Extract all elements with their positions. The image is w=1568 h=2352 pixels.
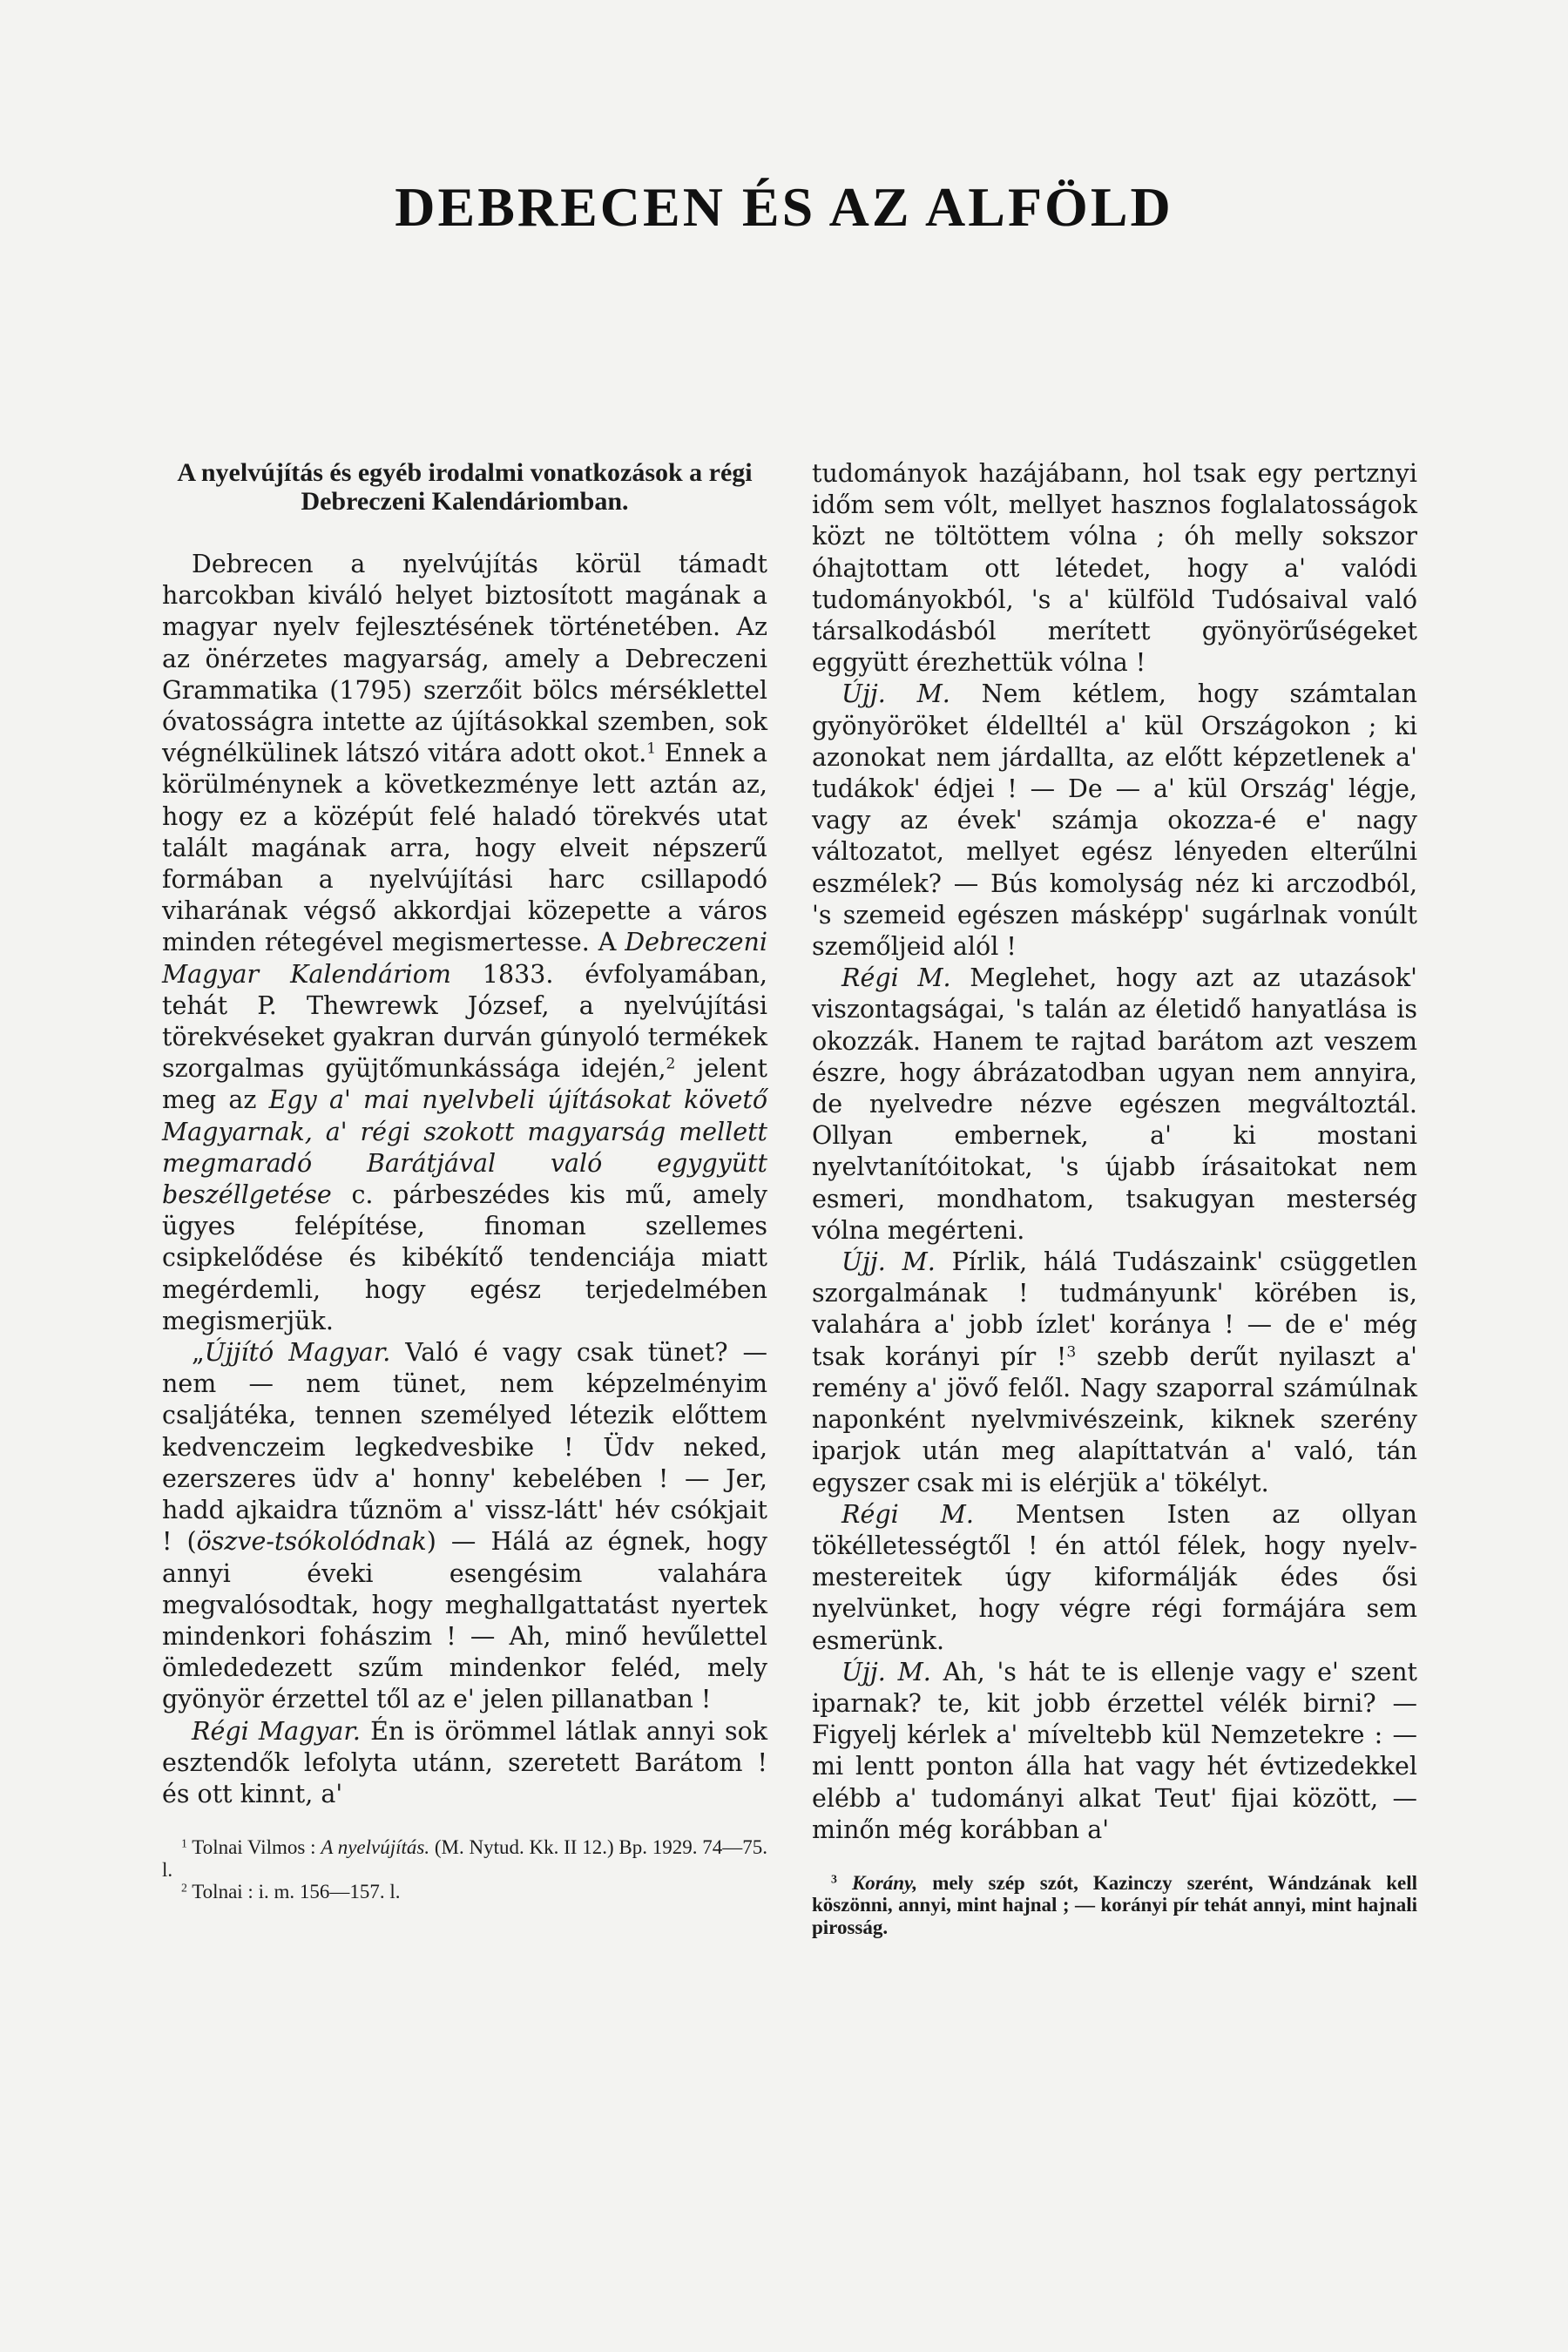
speaker-regi-m: Régi M. <box>841 963 951 993</box>
dialogue-paragraph-2 <box>162 1716 767 1811</box>
speaker-ujj-m: Újj. M. <box>841 679 950 709</box>
footnote-2 <box>162 1881 767 1903</box>
kalendariom-title: Debreczeni Magyar Kalendáriom <box>162 928 767 989</box>
speaker-regi-magyar: Régi Magyar. <box>192 1716 361 1746</box>
dialogue-text-1b: ) — Hálá az égnek, hogy annyi éveki esengésim valahára megvalósodtak, hogy meghallgattatást nyertek mindenkori fohászim ! — Ah, minő hevűlettel ömlededezett szűm mindenkor feléd, mely gyönyör érzettel től az e' jelen pillanatban ! <box>162 1527 767 1714</box>
left-column <box>162 458 767 1903</box>
dialogue-text-5: Pírlik, hálá Tudászaink' csüggetlen szorgalmának ! tudmányunk' körében is, valahára a' jobb ízlet' koránya ! — de e' még tsak korányi pír ! <box>812 1247 1417 1371</box>
footnote-1-number: 1 <box>181 1836 187 1850</box>
speaker-regi-m: Régi M. <box>841 1499 974 1529</box>
dialogue-paragraph-7 <box>812 1657 1417 1846</box>
footnote-2-text: Tolnai : i. m. 156—157. l. <box>186 1881 401 1903</box>
footnote-ref-1: 1 <box>646 740 657 758</box>
footnote-2-number: 2 <box>181 1881 187 1895</box>
footnote-ref-3: 3 <box>1066 1343 1077 1362</box>
intro-text-1: Debrecen a nyelvújítás körül támadt harcokban kiváló helyet biztosított magának a magyar nyelv fejlesztésének történetében. Az az önérzetes magyarság, amely a Debreczeni Grammatika (1795) szerzőit bölcs mérséklettel óvatosságra intette az újításokkal szemben, sok végnélkülinek látszó vitára adott okot. <box>162 550 767 768</box>
footnote-1-text-a: Tolnai Vilmos : <box>186 1836 321 1859</box>
dialogue-paragraph-6 <box>812 1499 1417 1657</box>
dialogue-paragraph-4 <box>812 963 1417 1247</box>
dialogue-paragraph-5 <box>812 1247 1417 1499</box>
footnote-3 <box>812 1872 1417 1939</box>
footnote-1-text-b: (M. Nytud. Kk. II 12.) Bp. 1929. 74—75. l. <box>162 1836 768 1881</box>
footnote-ref-2: 2 <box>666 1055 676 1073</box>
dialogue-paragraph-1 <box>162 1337 767 1715</box>
footnote-3-number: 3 <box>831 1872 837 1886</box>
footnote-1-title: A nyelvújítás. <box>321 1836 430 1859</box>
page-title: DEBRECEN ÉS AZ ALFÖLD <box>395 175 1173 238</box>
dialogue-text-3: Nem kétlem, hogy számtalan gyönyöröket éldelltél a' kül Országokon ; ki azonokat nem járdallta, az előtt képzetlenek a' tudákok' édjei ! — De — a' kül Ország' légje, vagy az évek' számja okozza-é e' nagy változatot, mellyet egész lényeden elterűlni eszmélek? — Bús komolyság néz ki arczodból, 's szemeid egészen másképp' sugárlnak vonúlt szemőljeid alól ! <box>812 679 1417 962</box>
dialogue-text-6: Mentsen Isten az ollyan tökélletességtől ! én attól félek, hogy nyelv-mestereitek úgy kiformálják édes ősi nyelvünket, hogy végre régi formájára sem esmerünk. <box>812 1499 1418 1655</box>
footnotes-right <box>812 1872 1417 1939</box>
footnote-3-word: Korány, <box>851 1871 918 1894</box>
footnote-1 <box>162 1836 767 1881</box>
dialogue-title: Egy a' mai nyelvbeli újításokat követő Magyarnak, a' régi szokott magyarság mellett megmaradó Barátjával való egygyütt beszéllgetése <box>162 1085 767 1210</box>
dialogue-continuation: tudományok hazájábann, hol tsak egy pertznyi időm sem vólt, mellyet hasznos foglalatosságok közt ne töltöttem vólna ; óh melly sokszor óhajtottam ott létedet, hogy a' valódi tudományokból, 's a' külföld Tudósaival való társalkodásból merített gyönyörűségeket eggyütt érezhettük vólna ! <box>812 459 1417 678</box>
dialogue-text-2: Én is örömmel látlak annyi sok esztendők lefolyta utánn, szeretett Barátom ! és ott kinnt, a' <box>162 1716 768 1808</box>
article-heading: A nyelvújítás és egyéb irodalmi vonatkozások a régi Debreczeni Kalendáriomban. <box>177 458 753 516</box>
dialogue-text-7: Ah, 's hát te is ellenje vagy e' szent iparnak? te, kit jobb érzettel vélék birni? — Figyelj kérlek a' míveltebb kül Nemzetekre : — mi lentt ponton álla hat vagy hét évtizedekkel elébb a' tudományi alkat Teut' fijai között, — minőn még korábban a' <box>812 1657 1418 1844</box>
dialogue-paragraph-3 <box>812 679 1417 963</box>
right-column <box>812 458 1417 1938</box>
dialogue-text-1: Való é vagy csak tünet? — nem — nem tünet, nem képzelményim csaljátéka, tennen személyed létezik előttem kedvenczeim legkedvesbike ! Üdv neked, ezerszeres üdv a' honny' kebelében ! — Jer, hadd ajkaidra tűznöm a' vissz-látt' hév csókjait ! ( <box>162 1338 767 1557</box>
intro-text-4: jelent meg az <box>162 1054 767 1115</box>
footnote-3-text: mely szép szót, Kazinczy szerént, Wándzának kell köszönni, annyi, mint hajnal ; — korányi pír tehát annyi, mint hajnali pirosság. <box>812 1871 1417 1938</box>
intro-text-2: Ennek a körülménynek a következménye lett aztán az, hogy ez a középút felé haladó törekvés utat talált magának arra, hogy elveit népszerű formában a nyelvújítási harc csillapodó viharának végső akkordjai közepette a város minden rétegével megismertesse. A <box>162 739 767 957</box>
dialogue-text-4: Meglehet, hogy azt az utazások' viszontagságai, 's talán az életidő hanyatlása is okozzák. Hanem te rajtad barátom azt veszem észre, hogy ábrázatodban ugyan nem annyira, de nyelvedre nézve egészen megváltoztál. Ollyan embernek, a' ki mostani nyelvtanítóitokat, 's újabb írásaitokat nem esmeri, mondhatom, tsakugyan mesterség vólna megérteni. <box>812 963 1418 1245</box>
stage-direction: öszve-tsókolódnak <box>196 1527 427 1557</box>
speaker-ujj-m: Újj. M. <box>841 1247 936 1277</box>
intro-text-5: c. párbeszédes kis mű, amely ügyes felépítése, finoman szellemes csipkelődése és kibékítő tendenciája miatt megérdemli, hogy egész terjedelmében megismerjük. <box>162 1180 767 1335</box>
speaker-ujito-magyar: Újjító Magyar. <box>204 1338 391 1368</box>
dialogue-text-5b: szebb derűt nyilaszt a' remény a' jövő felől. Nagy szaporral számúlnak naponként nyelvmivészeink, kiknek szerény iparjok után meg alapíttatván a' való, tán egyszer csak mi is elérjük a' tökélyt. <box>812 1342 1417 1497</box>
open-quote: „ <box>192 1338 205 1368</box>
intro-text-3: 1833. évfolyamában, tehát P. Thewrewk József, a nyelvújítási törekvéseket gyakran durván gúnyoló termékek szorgalmas gyüjtőmunkássága idején, <box>162 959 767 1084</box>
intro-paragraph <box>162 549 767 1337</box>
speaker-ujj-m: Újj. M. <box>841 1657 931 1686</box>
footnotes-left <box>162 1836 767 1903</box>
